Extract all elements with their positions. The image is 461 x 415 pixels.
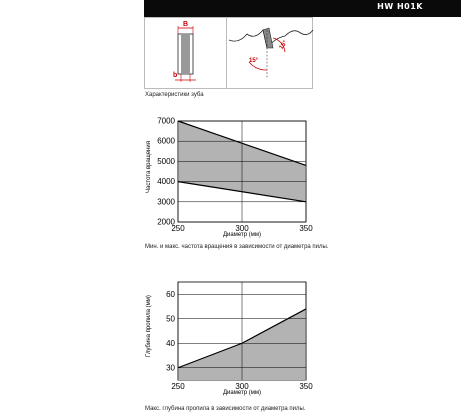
chart1-y-tick-label: 5000	[157, 156, 175, 166]
product-code: HW H01K	[377, 2, 423, 11]
tooth-profile-box	[144, 17, 231, 89]
tooth-profile-drawing	[145, 18, 232, 90]
chart2-y-tick-label: 30	[166, 363, 175, 373]
chart1-y-tick-label: 7000	[157, 116, 175, 126]
chart2-x-tick-label: 250	[171, 382, 185, 391]
chart1-y-tick-label: 4000	[157, 177, 175, 187]
chart1-y-tick-label: 6000	[157, 136, 175, 146]
angle-label-hook: 15°	[249, 58, 259, 64]
chart2-x-tick-label: 350	[299, 382, 313, 391]
chart1-y-tick-label: 2000	[157, 217, 175, 227]
chart2-caption: Макс. глубина пропила в зависимости от диаметра пилы.	[145, 406, 306, 412]
chart1-ylabel: Частота вращения	[146, 141, 152, 193]
chart2-xlabel: Диаметр (мм)	[222, 390, 262, 396]
chart2-y-tick-label: 50	[166, 314, 175, 324]
cutting-depth-chart	[144, 276, 314, 398]
chart1-x-tick-label: 250	[171, 224, 185, 233]
chart1-caption: Мин. и макс. частота вращения в зависимости от диаметра пилы.	[145, 244, 329, 250]
rotation-speed-chart	[144, 112, 314, 240]
chart1-x-tick-label: 300	[235, 224, 249, 233]
chart1-xlabel: Диаметр (мм)	[222, 232, 262, 238]
chart2-x-tick-label: 300	[235, 382, 249, 391]
tooth-caption: Характеристики зуба	[145, 92, 204, 98]
label-B: B	[183, 21, 189, 28]
angle-label-clearance: 15°	[278, 39, 289, 51]
label-b: b	[173, 72, 178, 79]
tooth-angle-drawing	[227, 18, 314, 90]
chart1-y-tick-label: 3000	[157, 197, 175, 207]
chart2-y-tick-label: 60	[166, 289, 175, 299]
header-bar	[144, 0, 461, 17]
chart2-ylabel: Глубина пропила (мм)	[146, 295, 152, 357]
tooth-angle-box	[226, 17, 313, 89]
chart1-x-tick-label: 350	[299, 224, 313, 233]
chart2-y-tick-label: 40	[166, 338, 175, 348]
